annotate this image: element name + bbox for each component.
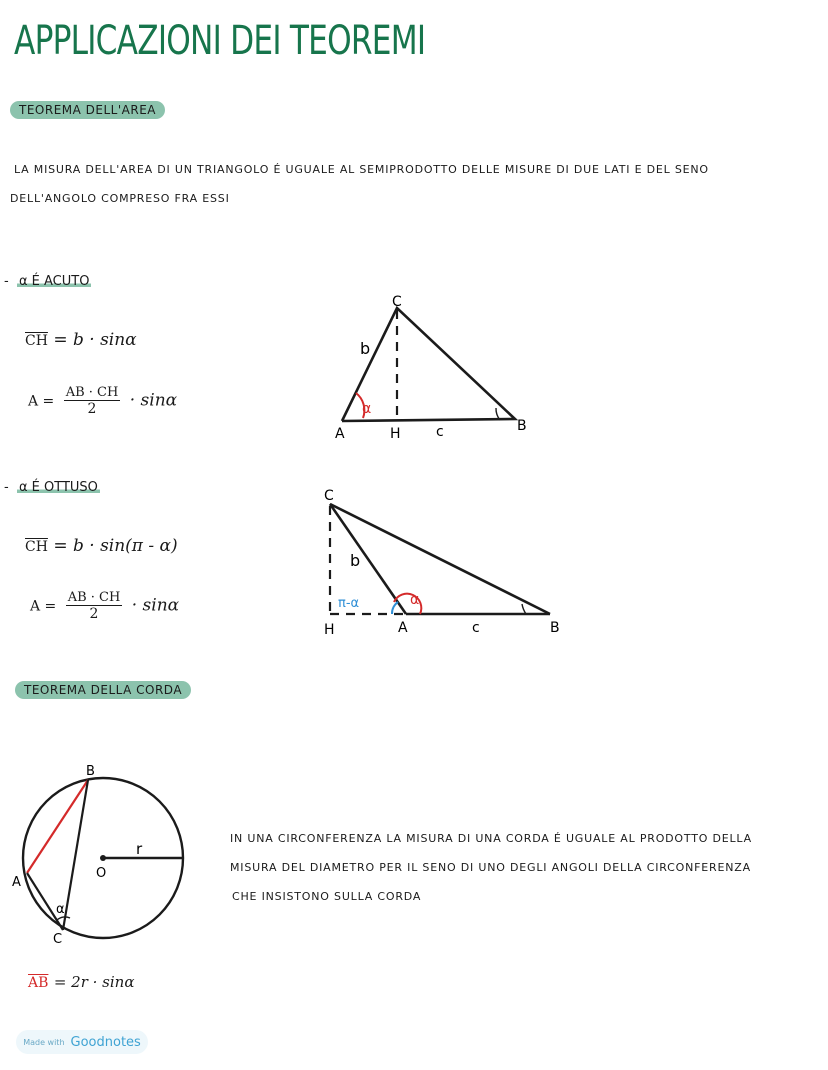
formula-ch-acute [25, 330, 137, 350]
label-C: C [324, 488, 334, 504]
label-A: A [12, 875, 21, 890]
formula-area-acute [28, 385, 177, 417]
side-CB [330, 504, 550, 614]
label-A: A [335, 426, 345, 442]
area-theorem-text-line1: LA MISURA DELL'AREA DI UN TRIANGOLO É UGUALE AL SEMIPRODOTTO DELLE MISURE DI DUE LATI E DEL SENO [14, 163, 709, 176]
ab-segment: $\overline{AB}$ [28, 975, 49, 991]
area-fraction-numerator: AB · CH [67, 590, 121, 605]
chord-AB [27, 780, 88, 873]
bullet-dash: - [4, 480, 9, 495]
chord-CB [63, 780, 88, 930]
area-tail: · sinα [131, 595, 180, 616]
section-heading-area: TEOREMA DELL'AREA [10, 101, 165, 119]
label-C: C [392, 294, 402, 310]
ch-segment: $\overline{CH}$ [25, 333, 48, 349]
chord-circle-diagram [8, 760, 198, 950]
case-acute-label: α É ACUTO [18, 274, 90, 289]
formula-chord [28, 972, 134, 992]
label-C: C [53, 932, 63, 947]
area-fraction-denominator: 2 [87, 401, 97, 417]
made-with-goodnotes-badge[interactable] [16, 1030, 148, 1054]
case-obtuse-heading [4, 480, 100, 495]
label-c: c [436, 424, 444, 440]
angle-pi-minus-alpha-arc [392, 602, 398, 614]
label-B: B [517, 418, 527, 434]
area-fraction [64, 385, 121, 417]
area-lhs: A = [28, 393, 55, 410]
label-alpha: α [410, 592, 420, 608]
label-B: B [550, 620, 560, 636]
chord-theorem-text-line2: MISURA DEL DIAMETRO PER IL SENO DI UNO DEGLI ANGOLI DELLA CIRCONFERENZA [230, 861, 751, 874]
label-r: r [136, 840, 143, 858]
ch-segment: $\overline{CH}$ [25, 539, 48, 555]
acute-triangle-diagram [320, 288, 550, 448]
label-A: A [398, 620, 408, 636]
label-H: H [390, 426, 401, 442]
chord-theorem-text-line3: CHE INSISTONO SULLA CORDA [232, 890, 422, 903]
label-b: b [360, 339, 371, 358]
ch-rhs: = b · sinα [53, 330, 137, 350]
chord-rhs: = 2r · sinα [53, 973, 135, 991]
formula-ch-obtuse [25, 536, 178, 556]
formula-area-obtuse [30, 590, 179, 622]
ch-rhs: = b · sin(π - α) [53, 536, 178, 556]
badge-brand: Goodnotes [70, 1034, 141, 1050]
label-pi-minus-alpha: π-α [338, 596, 360, 611]
area-fraction-numerator: AB · CH [65, 385, 119, 400]
section-heading-chord: TEOREMA DELLA CORDA [15, 681, 191, 699]
area-lhs: A = [30, 598, 57, 615]
area-fraction-denominator: 2 [89, 606, 99, 622]
label-H: H [324, 622, 335, 638]
case-obtuse-label: α É OTTUSO [18, 480, 98, 495]
area-fraction [66, 590, 123, 622]
area-tail: · sinα [129, 390, 178, 411]
label-B: B [86, 764, 95, 779]
badge-made-with: Made with [23, 1037, 65, 1047]
label-b: b [350, 551, 361, 570]
case-acute-heading [4, 274, 91, 289]
chord-theorem-text-line1: IN UNA CIRCONFERENZA LA MISURA DI UNA CORDA É UGUALE AL PRODOTTO DELLA [230, 832, 752, 845]
obtuse-triangle-diagram [310, 484, 580, 644]
label-O: O [96, 866, 107, 881]
center-point [100, 855, 106, 861]
page-title: APPLICAZIONI DEI TEOREMI [14, 18, 426, 64]
bullet-dash: - [4, 274, 9, 289]
label-alpha: α [362, 401, 372, 417]
angle-alpha-arc [57, 917, 70, 920]
area-theorem-text-line2: DELL'ANGOLO COMPRESO FRA ESSI [10, 192, 230, 205]
label-alpha: α [56, 902, 65, 917]
angle-b-arc [522, 604, 526, 614]
label-c: c [472, 620, 480, 636]
